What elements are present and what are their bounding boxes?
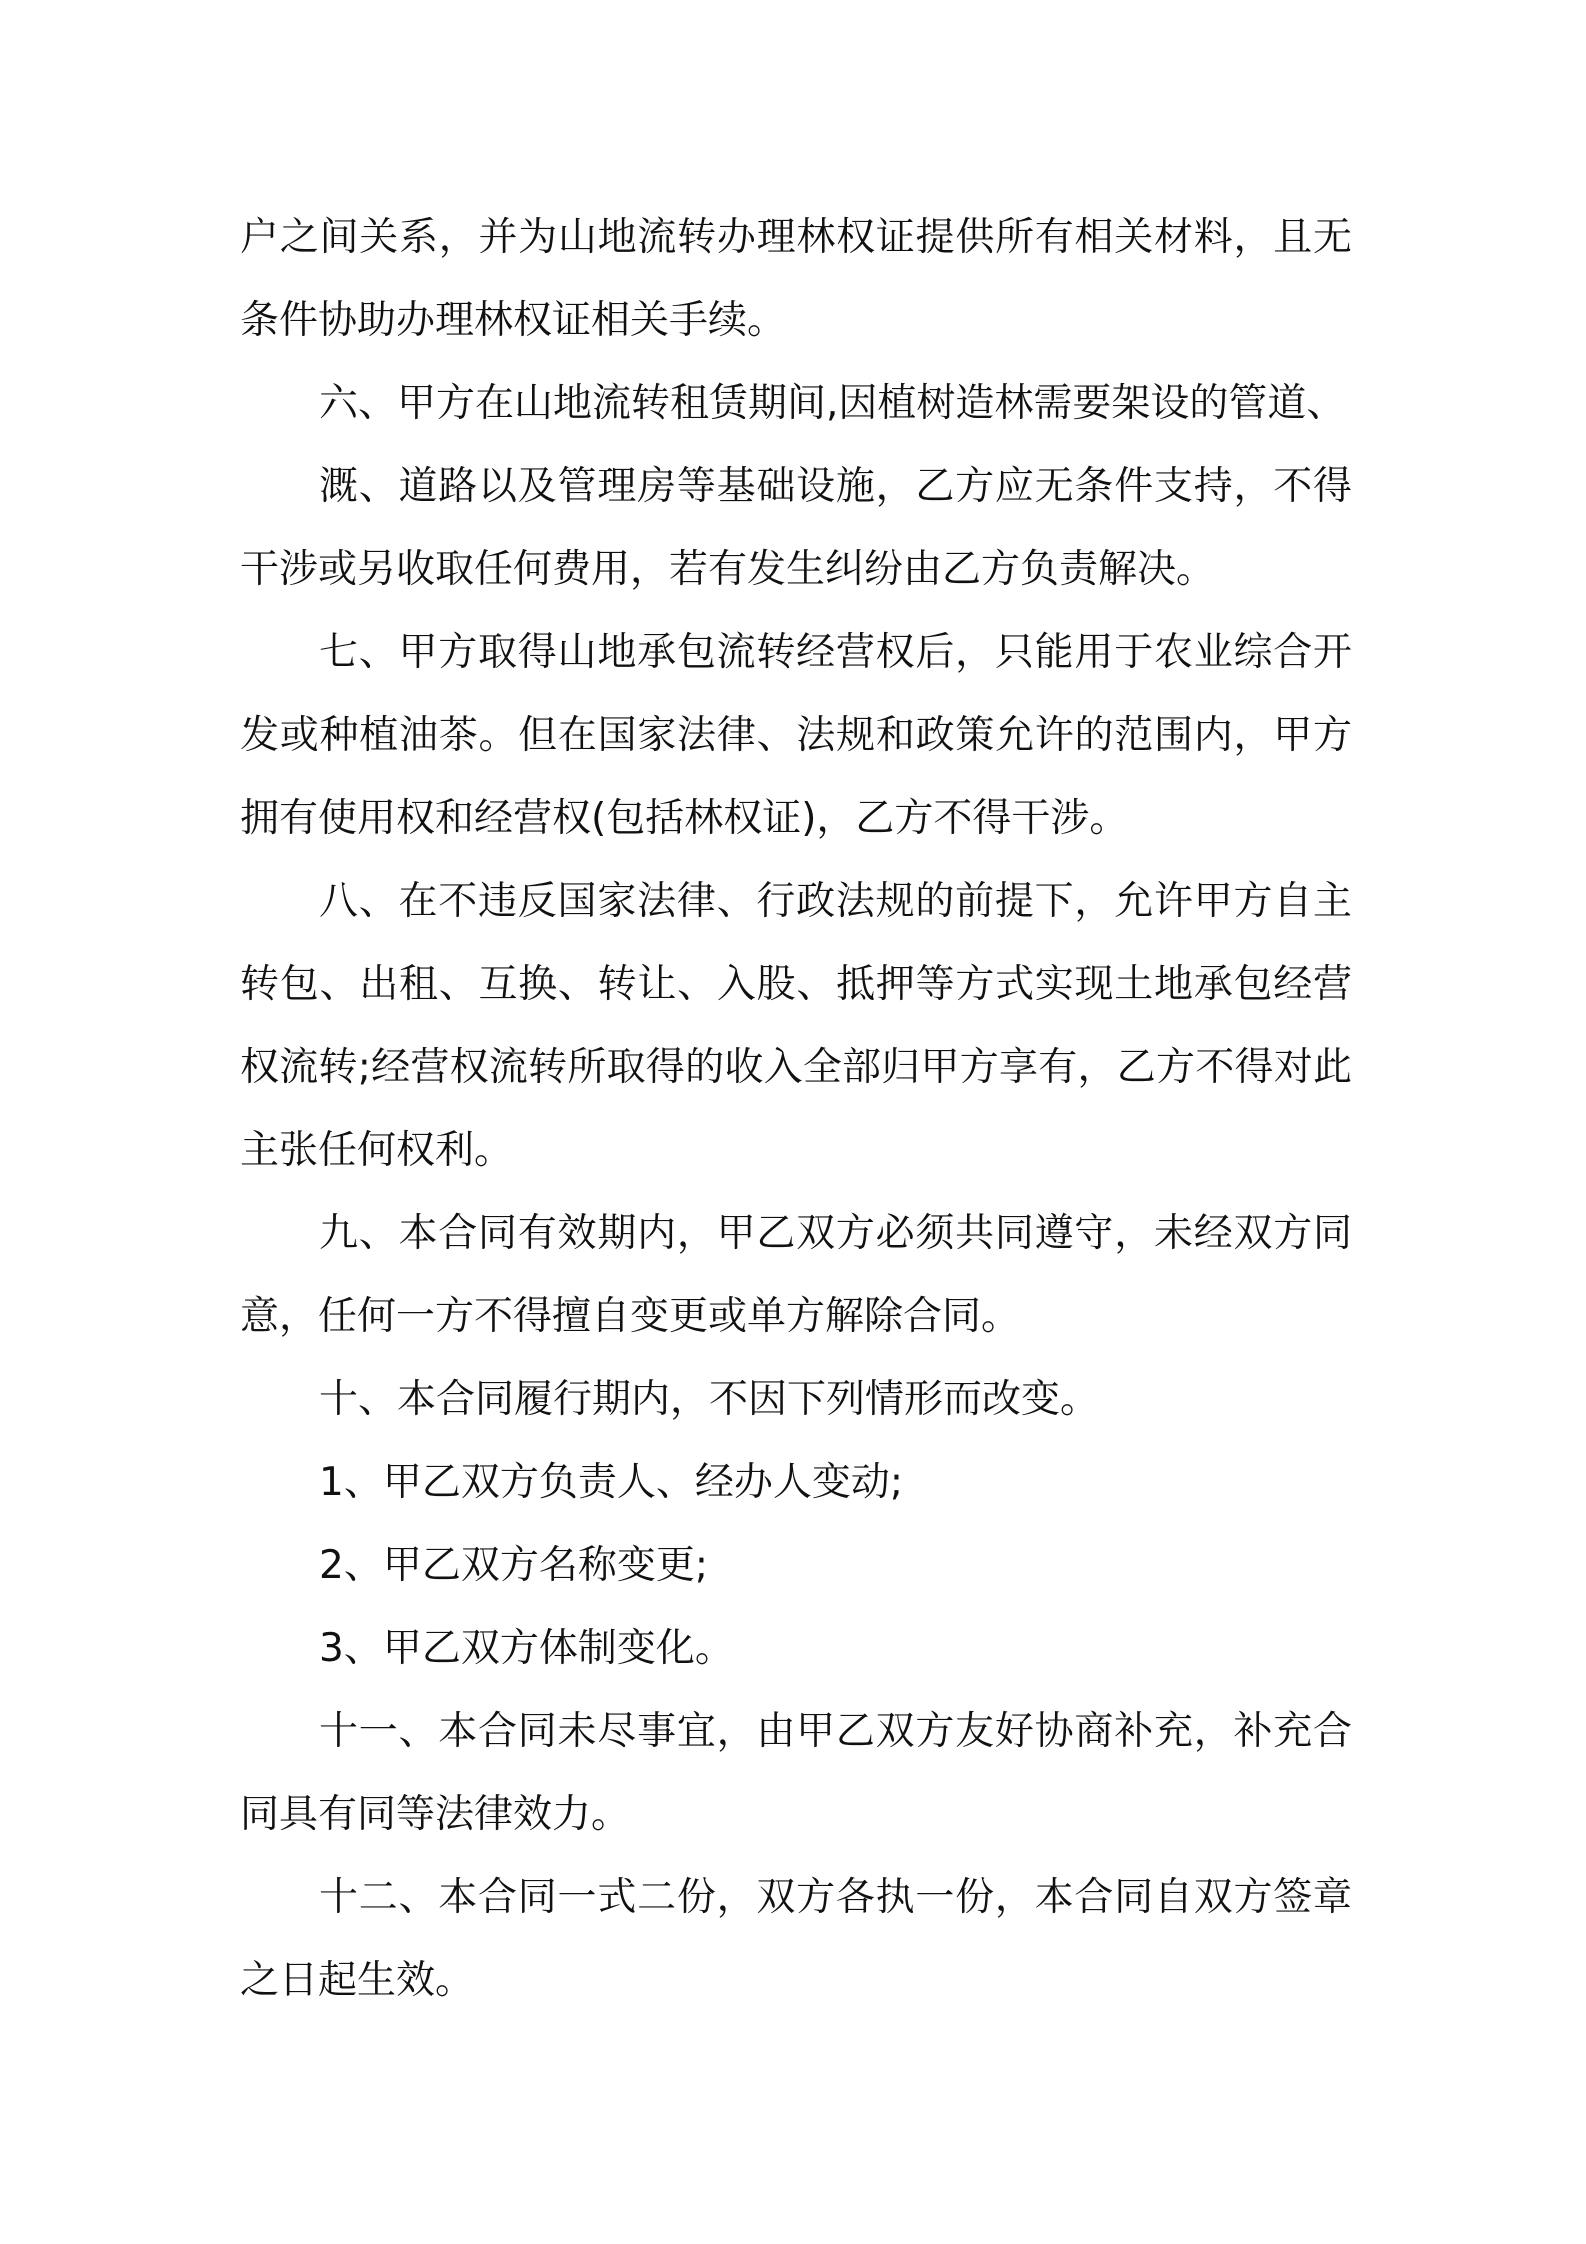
clause-6-continuation: 溉、道路以及管理房等基础设施，乙方应无条件支持，不得干涉或另收取任何费用，若有发生纠纷由乙方负责解决。 <box>240 464 1352 592</box>
clause-8: 八、在不违反国家法律、行政法规的前提下，允许甲方自主转包、出租、互换、转让、入股、抵押等方式实现土地承包经营权流转;经营权流转所取得的收入全部归甲方享有，乙方不得对此主张任何权利。 <box>240 879 1352 1173</box>
clause-10-item-2: 2、甲乙双方名称变更; <box>319 1543 708 1588</box>
clause-7: 七、甲方取得山地承包流转经营权后，只能用于农业综合开发或种植油茶。但在国家法律、法规和政策允许的范围内，甲方拥有使用权和经营权(包括林权证)，乙方不得干涉。 <box>240 630 1352 841</box>
clause-10: 十、本合同履行期内，不因下列情形而改变。 <box>319 1377 1100 1422</box>
paragraph-continuation: 户之间关系，并为山地流转办理林权证提供所有相关材料，且无条件协助办理林权证相关手续。 <box>240 215 1352 343</box>
clause-11: 十一、本合同未尽事宜，由甲乙双方友好协商补充，补充合同具有同等法律效力。 <box>240 1709 1352 1837</box>
clause-12: 十二、本合同一式二份，双方各执一份，本合同自双方签章之日起生效。 <box>240 1875 1352 2003</box>
clause-10-item-1: 1、甲乙双方负责人、经办人变动; <box>319 1460 903 1505</box>
clause-10-item-3: 3、甲乙双方体制变化。 <box>319 1626 734 1671</box>
clause-9: 九、本合同有效期内，甲乙双方必须共同遵守，未经双方同意，任何一方不得擅自变更或单方解除合同。 <box>240 1211 1352 1339</box>
clause-6-first-line: 六、甲方在山地流转租赁期间,因植树造林需要架设的管道、 <box>319 381 1346 426</box>
document-body <box>240 196 1352 2022</box>
